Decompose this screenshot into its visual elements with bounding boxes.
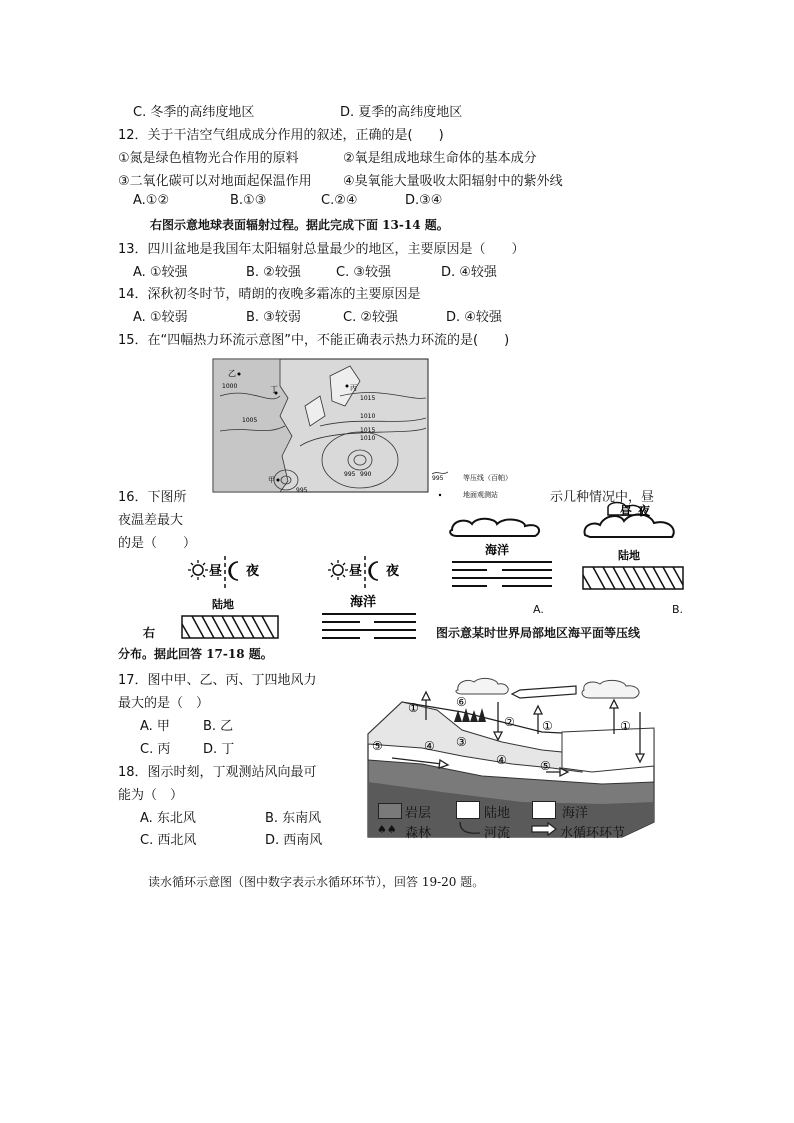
legend-rock: 岩层 [405,806,432,821]
diagram-b-letter: B. [672,603,684,616]
q18-option-d: D. 西南风 [265,833,323,848]
q12-statement-3: ③二氧化碳可以对地面起保温作用 [118,174,312,189]
q18-option-b: B. 东南风 [265,811,322,826]
isobar-value: 1000 [222,383,238,390]
diagram-b-day: 昼 [620,504,633,518]
q14-option-b: B. ③较弱 [246,310,301,325]
q12-option-d: D.③④ [405,193,443,208]
map-label-jia: 甲 [268,476,275,484]
legend-river: 河流 [484,826,511,841]
isobar-value: 1005 [242,417,258,424]
q17-option-d: D. 丁 [203,742,235,757]
cycle-num: ① [620,719,631,733]
diagram-a-letter: A. [533,603,544,616]
note-17-18-c: 分布。据此回答 17-18 题。 [118,647,273,661]
q17-option-c: C. 丙 [140,742,171,757]
map-label-yi: 乙 [228,369,236,378]
isobar-value: 1015 [360,427,376,434]
cycle-num: ⑤ [372,739,383,753]
legend-ocean: 海洋 [562,806,589,821]
legend-ocean-swatch [532,801,556,819]
forest-icon: ♠♠ [377,823,397,836]
diagram-a-label: 海洋 [485,543,510,557]
legend-forest: 森林 [405,826,432,841]
q18-stem-1: 18．图示时刻，丁观测站风向最可 [118,765,317,780]
q17-stem-1: 17．图中甲、乙、丙、丁四地风力 [118,673,317,688]
legend-station: 地面观测站 [463,491,498,499]
isobar-value: 995 [344,471,356,478]
diagram-c-label: 陆地 [212,598,234,611]
note-17-18-b: 图示意某时世界局部地区海平面等压线 [436,626,641,640]
diagram-d [320,556,420,642]
q17-option-b: B. 乙 [203,719,234,734]
legend-rock-swatch [378,803,402,819]
q12-option-b: B.①③ [230,193,267,208]
diagram-d-label: 海洋 [350,595,377,610]
arrow-icon [530,822,558,836]
q15-stem: 15．在“四幅热力环流示意图”中，不能正确表示热力环流的是( ) [118,333,510,348]
note-17-18-a: 右 [143,626,156,640]
q11-option-c: C. 冬季的高纬度地区 [133,105,255,120]
q13-option-d: D. ④较强 [441,265,497,280]
legend-cycle: 水循环环节 [560,826,626,841]
cycle-num: ④ [424,739,435,753]
q12-option-a: A.①② [133,193,170,208]
q12-statement-4: ④臭氧能大量吸收太阳辐射中的紫外线 [343,174,563,189]
q13-stem: 13．四川盆地是我国年太阳辐射总量最少的地区，主要原因是（ ） [118,242,525,257]
cycle-num: ② [504,715,515,729]
q14-option-a: A. ①较弱 [133,310,188,325]
diagram-b [580,497,685,592]
q13-option-b: B. ②较强 [246,265,301,280]
isobar-map [210,356,512,506]
q11-option-d: D. 夏季的高纬度地区 [340,105,463,120]
diagram-c [180,556,280,642]
q12-option-c: C.②④ [321,193,358,208]
legend-land: 陆地 [484,806,511,821]
diagram-a [447,512,557,592]
q13-option-c: C. ③较强 [336,265,391,280]
note-13-14: 右图示意地球表面辐射过程。据此完成下面 13-14 题。 [150,218,449,232]
map-label-bing: 丙 [350,384,357,392]
cycle-num: ④ [496,753,507,767]
q12-statement-2: ②氧是组成地球生命体的基本成分 [343,151,537,166]
diagram-b-night: 夜 [638,504,651,518]
q16-stem-3: 的是（ ） [118,536,197,551]
legend-land-swatch [456,801,480,819]
isobar-value: 1010 [360,413,376,420]
legend-isobar: 等压线（百帕） [463,474,512,482]
diagram-c-night: 夜 [246,564,260,579]
q12-stem: 12．关于干洁空气组成成分作用的叙述，正确的是( ) [118,128,444,143]
diagram-d-day: 昼 [349,564,363,579]
cycle-num: ⑤ [540,759,551,773]
q12-statement-1: ①氮是绿色植物光合作用的原料 [118,151,299,166]
q17-stem-2: 最大的是（ ） [118,696,210,711]
isobar-value: 990 [360,471,372,478]
river-icon [458,820,482,836]
q18-option-a: A. 东北风 [140,811,196,826]
cycle-num: ① [542,719,553,733]
isobar-value: 1010 [360,435,376,442]
isobar-value: 1015 [360,395,376,402]
q16-stem-tail: 示几种情况中，昼 [550,490,655,505]
diagram-b-label: 陆地 [618,549,640,562]
isobar-value: 995 [296,487,308,494]
cycle-num: ⑥ [456,695,467,709]
diagram-c-day: 昼 [209,564,223,579]
q17-option-a: A. 甲 [140,719,170,734]
legend-isobar-value: 995 [432,475,444,482]
q13-option-a: A. ①较强 [133,265,188,280]
note-19-20: 读水循环示意图（图中数字表示水循环环节），回答 19-20 题。 [148,875,485,889]
q18-option-c: C. 西北风 [140,833,197,848]
cycle-num: ③ [456,735,467,749]
q18-stem-2: 能为（ ） [118,788,184,803]
q14-option-d: D. ④较强 [446,310,502,325]
q16-stem-1: 16．下图所 [118,490,187,505]
q16-stem-2: 夜温差最大 [118,513,184,528]
q14-stem: 14．深秋初冬时节，晴朗的夜晚多霜冻的主要原因是 [118,287,421,302]
q14-option-c: C. ②较强 [343,310,398,325]
cycle-num: ① [408,701,419,715]
diagram-d-night: 夜 [386,564,400,579]
map-label-ding: 丁 [270,385,278,394]
